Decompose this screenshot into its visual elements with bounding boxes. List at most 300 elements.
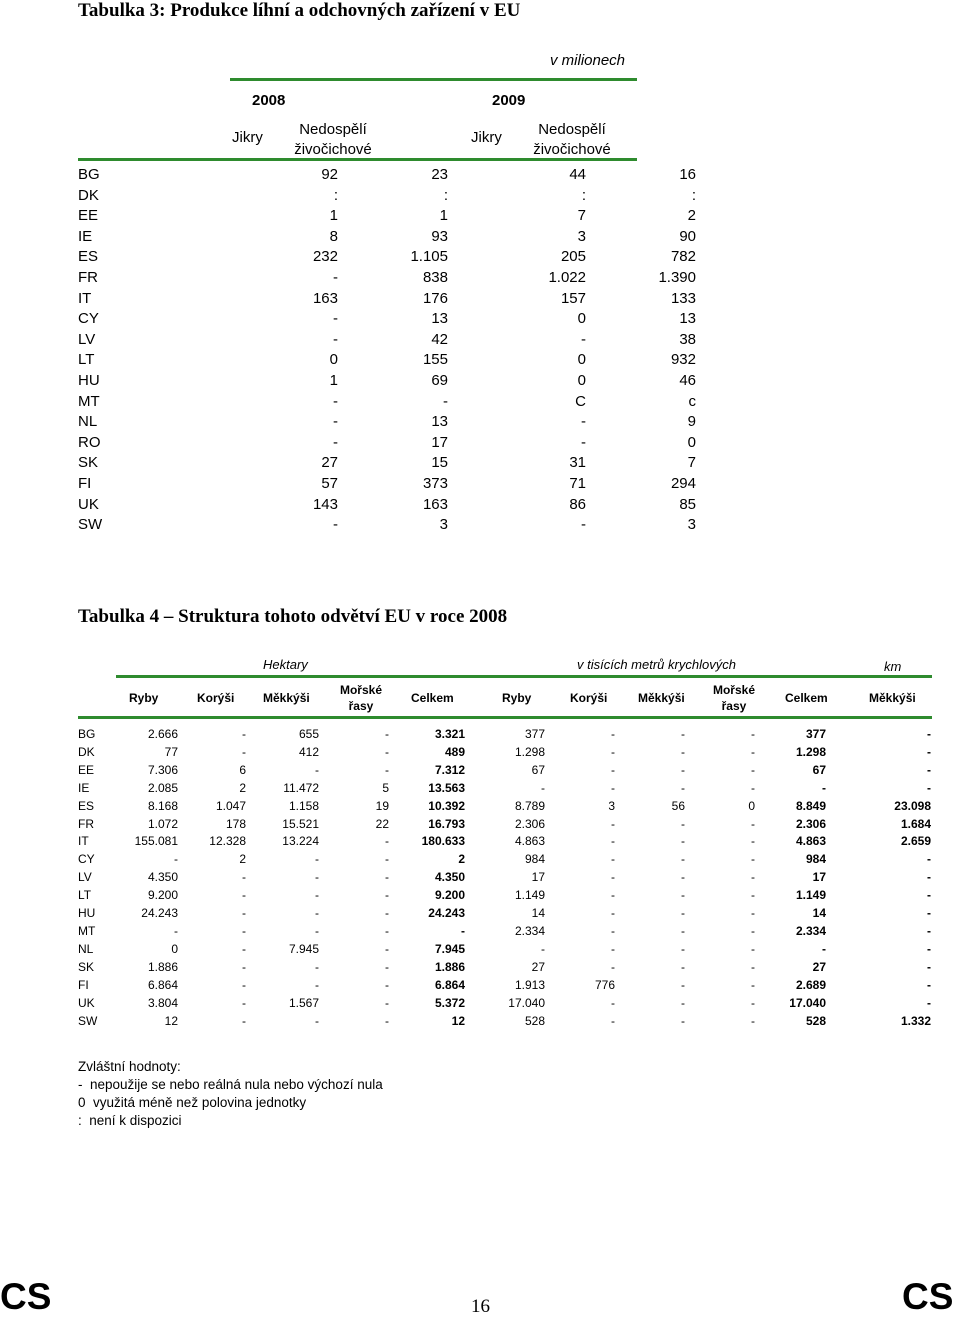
table3-year-2009: 2009 bbox=[492, 92, 526, 109]
country-code: EE bbox=[78, 207, 99, 225]
table-cell: - bbox=[315, 852, 319, 867]
table4-row bbox=[78, 923, 931, 941]
table-cell: 3 bbox=[439, 516, 448, 534]
table-cell: 1.684 bbox=[900, 816, 931, 831]
table4-row bbox=[78, 869, 931, 887]
table-cell: - bbox=[751, 941, 755, 956]
table-cell: 8.168 bbox=[147, 798, 178, 813]
table-cell: - bbox=[581, 330, 586, 348]
table-cell: 232 bbox=[312, 248, 338, 266]
table-cell: 157 bbox=[560, 289, 586, 307]
country-code: UK bbox=[78, 495, 99, 513]
country-code: BG bbox=[78, 166, 100, 183]
table-cell: - bbox=[681, 816, 685, 831]
table-cell: - bbox=[242, 1013, 246, 1028]
table3-row bbox=[78, 289, 696, 310]
table-cell: - bbox=[385, 870, 389, 885]
country-code: IT bbox=[78, 834, 89, 849]
table-cell: 0 bbox=[329, 351, 338, 369]
table4-group-hektary: Hektary bbox=[263, 657, 308, 672]
table-cell: 16 bbox=[679, 166, 696, 183]
table-cell: 2.085 bbox=[147, 780, 178, 795]
table-cell: - bbox=[751, 762, 755, 777]
table3-row bbox=[78, 412, 696, 433]
table4-row bbox=[78, 780, 931, 798]
table-cell: 13 bbox=[431, 310, 448, 328]
table-cell: 776 bbox=[594, 977, 615, 992]
table-cell: - bbox=[385, 1013, 389, 1028]
table-cell: - bbox=[611, 834, 615, 849]
table-cell: C bbox=[575, 392, 586, 410]
table-cell: - bbox=[611, 1013, 615, 1028]
table4-row bbox=[78, 726, 931, 744]
table-cell: - bbox=[242, 959, 246, 974]
table4-header-morske-rasy bbox=[336, 682, 386, 714]
table3-row bbox=[78, 268, 696, 289]
header-line: Nedospělí bbox=[299, 121, 367, 138]
table-cell: 838 bbox=[422, 268, 448, 286]
table-cell: 0 bbox=[748, 798, 755, 813]
table-cell: 3 bbox=[687, 516, 696, 534]
table4-header-mekkyse: Měkkýši bbox=[263, 691, 310, 705]
table-cell: 13.563 bbox=[428, 780, 465, 795]
table-cell: - bbox=[242, 995, 246, 1010]
table-cell: - bbox=[611, 959, 615, 974]
table-cell: 163 bbox=[312, 289, 338, 307]
table-cell: 2.306 bbox=[795, 816, 826, 831]
table-cell: - bbox=[751, 780, 755, 795]
table-cell: 1.390 bbox=[658, 268, 696, 286]
table-cell: 377 bbox=[805, 727, 826, 741]
country-code: LV bbox=[78, 330, 96, 348]
table-cell: 373 bbox=[422, 474, 448, 492]
table-cell: - bbox=[315, 923, 319, 938]
table-cell: 4.863 bbox=[795, 834, 826, 849]
table-cell: 1.022 bbox=[548, 268, 586, 286]
table-cell: - bbox=[242, 870, 246, 885]
table-cell: 31 bbox=[569, 454, 586, 472]
table-cell: - bbox=[385, 959, 389, 974]
table4-group-km: km bbox=[884, 659, 902, 674]
table-cell: - bbox=[927, 762, 931, 777]
special-value-item: - nepoužije se nebo reálná nula nebo výchozí nula bbox=[78, 1077, 383, 1092]
table-cell: 5 bbox=[382, 780, 389, 795]
table-cell: 15 bbox=[431, 454, 448, 472]
table-cell: - bbox=[581, 433, 586, 451]
table3-header-nedospeli-2009 bbox=[525, 120, 619, 160]
table-cell: 27 bbox=[531, 959, 545, 974]
country-code: ES bbox=[78, 798, 95, 813]
table-cell: - bbox=[681, 870, 685, 885]
table-cell: - bbox=[385, 995, 389, 1010]
table3-header-rule bbox=[78, 158, 637, 161]
table-cell: - bbox=[611, 852, 615, 867]
country-code: CY bbox=[78, 310, 99, 328]
table-cell: 24.243 bbox=[428, 906, 465, 921]
table4-title: Tabulka 4 – Struktura tohoto odvětví EU v roce 2008 bbox=[78, 606, 508, 627]
table-cell: 23 bbox=[431, 166, 448, 183]
country-code: BG bbox=[78, 727, 96, 741]
table4-header-rule bbox=[78, 716, 932, 719]
table3-row bbox=[78, 206, 696, 227]
table-cell: - bbox=[751, 977, 755, 992]
table-cell: - bbox=[927, 923, 931, 938]
table-cell: 4.863 bbox=[514, 834, 545, 849]
table-cell: 2.689 bbox=[795, 977, 826, 992]
header-line: Mořské bbox=[339, 683, 383, 697]
country-code: HU bbox=[78, 371, 100, 389]
table-cell: - bbox=[681, 941, 685, 956]
table4-row bbox=[78, 959, 931, 977]
table-cell: - bbox=[751, 888, 755, 903]
table-cell: - bbox=[611, 870, 615, 885]
table-cell: 1.886 bbox=[434, 959, 465, 974]
table-cell: - bbox=[385, 727, 389, 741]
table-cell: 7.306 bbox=[147, 762, 178, 777]
table-cell: 782 bbox=[670, 248, 696, 266]
table-cell: - bbox=[927, 959, 931, 974]
table-cell: - bbox=[385, 977, 389, 992]
country-code: FR bbox=[78, 816, 94, 831]
table3 bbox=[78, 165, 696, 536]
table-cell: 163 bbox=[422, 495, 448, 513]
table-cell: - bbox=[751, 816, 755, 831]
table-cell: 14 bbox=[812, 906, 826, 921]
table-cell: 984 bbox=[524, 852, 545, 867]
table-cell: - bbox=[611, 923, 615, 938]
table3-row bbox=[78, 515, 696, 536]
footer-lang-right: CS bbox=[902, 1276, 954, 1317]
table-cell: - bbox=[681, 959, 685, 974]
table-cell: 3.321 bbox=[434, 727, 465, 741]
table4-row bbox=[78, 851, 931, 869]
table-cell: 42 bbox=[431, 330, 448, 348]
header-line: živočichové bbox=[533, 141, 611, 158]
table-cell: - bbox=[333, 413, 338, 431]
table-cell: 67 bbox=[812, 762, 826, 777]
table-cell: 155 bbox=[422, 351, 448, 369]
table-cell: 6 bbox=[239, 762, 246, 777]
table4-header-koryse-2: Korýši bbox=[570, 691, 608, 705]
table-cell: - bbox=[927, 906, 931, 921]
table-cell: 12.328 bbox=[209, 834, 246, 849]
table-cell: - bbox=[385, 906, 389, 921]
table-cell: 77 bbox=[164, 744, 178, 759]
table-cell: - bbox=[611, 762, 615, 777]
country-code: RO bbox=[78, 433, 101, 451]
table-cell: - bbox=[611, 888, 615, 903]
table-cell: - bbox=[242, 888, 246, 903]
table4-group-objem: v tisících metrů krychlových bbox=[577, 657, 736, 672]
table-cell: - bbox=[681, 852, 685, 867]
table-cell: 2.659 bbox=[900, 834, 931, 849]
table-cell: - bbox=[333, 330, 338, 348]
table-cell: - bbox=[385, 888, 389, 903]
table4-header-ryby-2: Ryby bbox=[502, 691, 532, 705]
table-cell: 17 bbox=[431, 433, 448, 451]
table-cell: 155.081 bbox=[134, 834, 178, 849]
country-code: MT bbox=[78, 392, 100, 410]
table-cell: 12 bbox=[164, 1013, 178, 1028]
table-cell: 3 bbox=[577, 227, 586, 245]
table-cell: - bbox=[315, 906, 319, 921]
table3-row bbox=[78, 433, 696, 454]
table-cell: - bbox=[541, 941, 545, 956]
table-cell: - bbox=[611, 995, 615, 1010]
table-cell: 44 bbox=[569, 166, 586, 183]
country-code: IE bbox=[78, 227, 93, 245]
table3-row bbox=[78, 227, 696, 248]
table-cell: 38 bbox=[679, 330, 696, 348]
header-line: Nedospělí bbox=[538, 121, 606, 138]
country-code: FI bbox=[78, 474, 92, 492]
table-cell: - bbox=[751, 870, 755, 885]
table-cell: 176 bbox=[422, 289, 448, 307]
country-code: UK bbox=[78, 995, 95, 1010]
table4-header-morske-rasy-2 bbox=[709, 682, 759, 714]
table-cell: 1 bbox=[329, 207, 338, 225]
special-value-item: 0 využitá méně než polovina jednotky bbox=[78, 1095, 307, 1110]
table4-header-mekkyse-2: Měkkýši bbox=[638, 691, 685, 705]
table-cell: - bbox=[541, 780, 545, 795]
table-cell: - bbox=[681, 744, 685, 759]
table-cell: 2 bbox=[239, 852, 246, 867]
table-cell: - bbox=[681, 977, 685, 992]
table-cell: 1.298 bbox=[514, 744, 545, 759]
table-cell: 1.105 bbox=[410, 248, 448, 266]
table-cell: - bbox=[581, 516, 586, 534]
table-cell: - bbox=[681, 888, 685, 903]
table4-top-rule bbox=[116, 675, 932, 678]
table4-row bbox=[78, 995, 931, 1013]
table-cell: 8.849 bbox=[795, 798, 826, 813]
table4-row bbox=[78, 887, 931, 905]
table-cell: - bbox=[751, 744, 755, 759]
table-cell: 1.158 bbox=[288, 798, 319, 813]
table-cell: 27 bbox=[812, 959, 826, 974]
table-cell: 528 bbox=[805, 1013, 826, 1028]
table3-row bbox=[78, 165, 696, 186]
table4-row bbox=[78, 762, 931, 780]
country-code: DK bbox=[78, 744, 95, 759]
table-cell: - bbox=[751, 852, 755, 867]
table-cell: - bbox=[681, 762, 685, 777]
table-cell: - bbox=[385, 744, 389, 759]
table-cell: 4.350 bbox=[147, 870, 178, 885]
table-cell: - bbox=[385, 834, 389, 849]
table-cell: - bbox=[681, 727, 685, 741]
country-code: LV bbox=[78, 870, 92, 885]
country-code: LT bbox=[78, 888, 92, 903]
special-values-title: Zvláštní hodnoty: bbox=[78, 1059, 181, 1074]
table-cell: 0 bbox=[577, 310, 586, 328]
table-cell: 2 bbox=[687, 207, 696, 225]
table3-header-jikry-2008: Jikry bbox=[232, 129, 263, 146]
table-cell: 4.350 bbox=[434, 870, 465, 885]
table-cell: 85 bbox=[679, 495, 696, 513]
table-cell: - bbox=[822, 780, 826, 795]
special-value-item: : není k dispozici bbox=[78, 1113, 182, 1128]
table-cell: 8.789 bbox=[514, 798, 545, 813]
header-line: Mořské bbox=[712, 683, 756, 697]
table-cell: - bbox=[333, 516, 338, 534]
table-cell: 13 bbox=[431, 413, 448, 431]
table-cell: 1.332 bbox=[900, 1013, 931, 1028]
country-code: FI bbox=[78, 977, 89, 992]
table3-header-nedospeli-2008 bbox=[286, 120, 380, 160]
table-cell: 92 bbox=[321, 166, 338, 183]
table-cell: 0 bbox=[171, 941, 178, 956]
table-cell: 93 bbox=[431, 227, 448, 245]
table-cell: 14 bbox=[531, 906, 545, 921]
table-cell: 1.298 bbox=[795, 744, 826, 759]
country-code: IE bbox=[78, 780, 90, 795]
table4-header-ryby: Ryby bbox=[129, 691, 159, 705]
table-cell: - bbox=[461, 923, 465, 938]
table4-row bbox=[78, 833, 931, 851]
table-cell: 294 bbox=[670, 474, 696, 492]
table-cell: - bbox=[315, 977, 319, 992]
table-cell: 1 bbox=[329, 371, 338, 389]
header-line: řasy bbox=[721, 699, 747, 713]
table-cell: 2 bbox=[239, 780, 246, 795]
table-cell: - bbox=[315, 762, 319, 777]
table-cell: 90 bbox=[679, 227, 696, 245]
table-cell: 984 bbox=[805, 852, 826, 867]
table-cell: - bbox=[751, 727, 755, 741]
table-cell: 17.040 bbox=[508, 995, 545, 1010]
table-cell: - bbox=[611, 816, 615, 831]
table-cell: : bbox=[691, 186, 696, 204]
table-cell: 3.804 bbox=[147, 995, 178, 1010]
country-code: ES bbox=[78, 248, 99, 266]
table-cell: - bbox=[242, 727, 246, 741]
table-cell: - bbox=[681, 780, 685, 795]
table-cell: - bbox=[927, 995, 931, 1010]
table-cell: 57 bbox=[321, 474, 338, 492]
table3-row bbox=[78, 350, 696, 371]
table-cell: - bbox=[242, 941, 246, 956]
table-cell: 13 bbox=[679, 310, 696, 328]
table-cell: 0 bbox=[577, 371, 586, 389]
table4-row bbox=[78, 941, 931, 959]
table-cell: 1.149 bbox=[514, 888, 545, 903]
table-cell: - bbox=[751, 959, 755, 974]
table-cell: - bbox=[443, 392, 448, 410]
table-cell: - bbox=[581, 413, 586, 431]
table-cell: - bbox=[611, 727, 615, 741]
table-cell: 205 bbox=[560, 248, 586, 266]
table-cell: - bbox=[927, 941, 931, 956]
table-cell: - bbox=[315, 870, 319, 885]
table-cell: 7 bbox=[577, 207, 586, 225]
table-cell: 133 bbox=[670, 289, 696, 307]
table-cell: 5.372 bbox=[434, 995, 465, 1010]
table-cell: - bbox=[333, 392, 338, 410]
table-cell: - bbox=[927, 852, 931, 867]
country-code: MT bbox=[78, 923, 96, 938]
table-cell: 528 bbox=[524, 1013, 545, 1028]
page-number: 16 bbox=[471, 1296, 490, 1317]
country-code: SW bbox=[78, 1013, 98, 1028]
table-cell: 8 bbox=[329, 227, 338, 245]
table-cell: 7.312 bbox=[434, 762, 465, 777]
table-cell: - bbox=[242, 906, 246, 921]
table-cell: - bbox=[242, 744, 246, 759]
table-cell: - bbox=[174, 852, 178, 867]
table-cell: - bbox=[751, 923, 755, 938]
table-cell: - bbox=[751, 906, 755, 921]
table4-row bbox=[78, 905, 931, 923]
table-cell: 71 bbox=[569, 474, 586, 492]
table-cell: 377 bbox=[524, 727, 545, 741]
table-cell: - bbox=[927, 888, 931, 903]
table-cell: : bbox=[443, 186, 448, 204]
table4-header-koryse: Korýši bbox=[197, 691, 235, 705]
table-cell: 2.666 bbox=[147, 727, 178, 741]
table3-row bbox=[78, 371, 696, 392]
special-values-legend bbox=[78, 1058, 383, 1130]
table3-row bbox=[78, 186, 696, 207]
table-cell: 3 bbox=[608, 798, 615, 813]
table-cell: - bbox=[822, 941, 826, 956]
country-code: DK bbox=[78, 186, 99, 204]
table-cell: - bbox=[174, 923, 178, 938]
table3-row bbox=[78, 453, 696, 474]
table-cell: - bbox=[927, 727, 931, 741]
table-cell: 1.149 bbox=[795, 888, 826, 903]
country-code: FR bbox=[78, 268, 98, 286]
country-code: HU bbox=[78, 906, 96, 921]
country-code: CY bbox=[78, 852, 95, 867]
table-cell: : bbox=[333, 186, 338, 204]
table-cell: 12 bbox=[451, 1013, 465, 1028]
table-cell: - bbox=[333, 310, 338, 328]
table-cell: 2.334 bbox=[514, 923, 545, 938]
table-cell: - bbox=[385, 852, 389, 867]
table-cell: 23.098 bbox=[894, 798, 931, 813]
table-cell: 2.334 bbox=[795, 923, 826, 938]
table4-header-mekkyse-km: Měkkýši bbox=[869, 691, 916, 705]
table-cell: 22 bbox=[375, 816, 389, 831]
table-cell: - bbox=[242, 923, 246, 938]
table4 bbox=[78, 726, 931, 1030]
table-cell: 932 bbox=[670, 351, 696, 369]
country-code: SK bbox=[78, 959, 95, 974]
table3-row bbox=[78, 474, 696, 495]
country-code: SW bbox=[78, 516, 103, 534]
table-cell: 7.945 bbox=[288, 941, 319, 956]
table-cell: - bbox=[611, 744, 615, 759]
table-cell: 19 bbox=[375, 798, 389, 813]
table-cell: 1.913 bbox=[514, 977, 545, 992]
table4-row bbox=[78, 744, 931, 762]
table-cell: 7.945 bbox=[434, 941, 465, 956]
table3-row bbox=[78, 495, 696, 516]
table-cell: - bbox=[681, 995, 685, 1010]
table-cell: - bbox=[385, 923, 389, 938]
table3-row bbox=[78, 247, 696, 268]
table-cell: - bbox=[315, 888, 319, 903]
table-cell: - bbox=[611, 906, 615, 921]
table-cell: - bbox=[681, 834, 685, 849]
table-cell: 6.864 bbox=[147, 977, 178, 992]
table-cell: - bbox=[927, 977, 931, 992]
table-cell: 2 bbox=[458, 852, 465, 867]
table4-row bbox=[78, 816, 931, 834]
table-cell: - bbox=[315, 1013, 319, 1028]
table-cell: 6.864 bbox=[434, 977, 465, 992]
